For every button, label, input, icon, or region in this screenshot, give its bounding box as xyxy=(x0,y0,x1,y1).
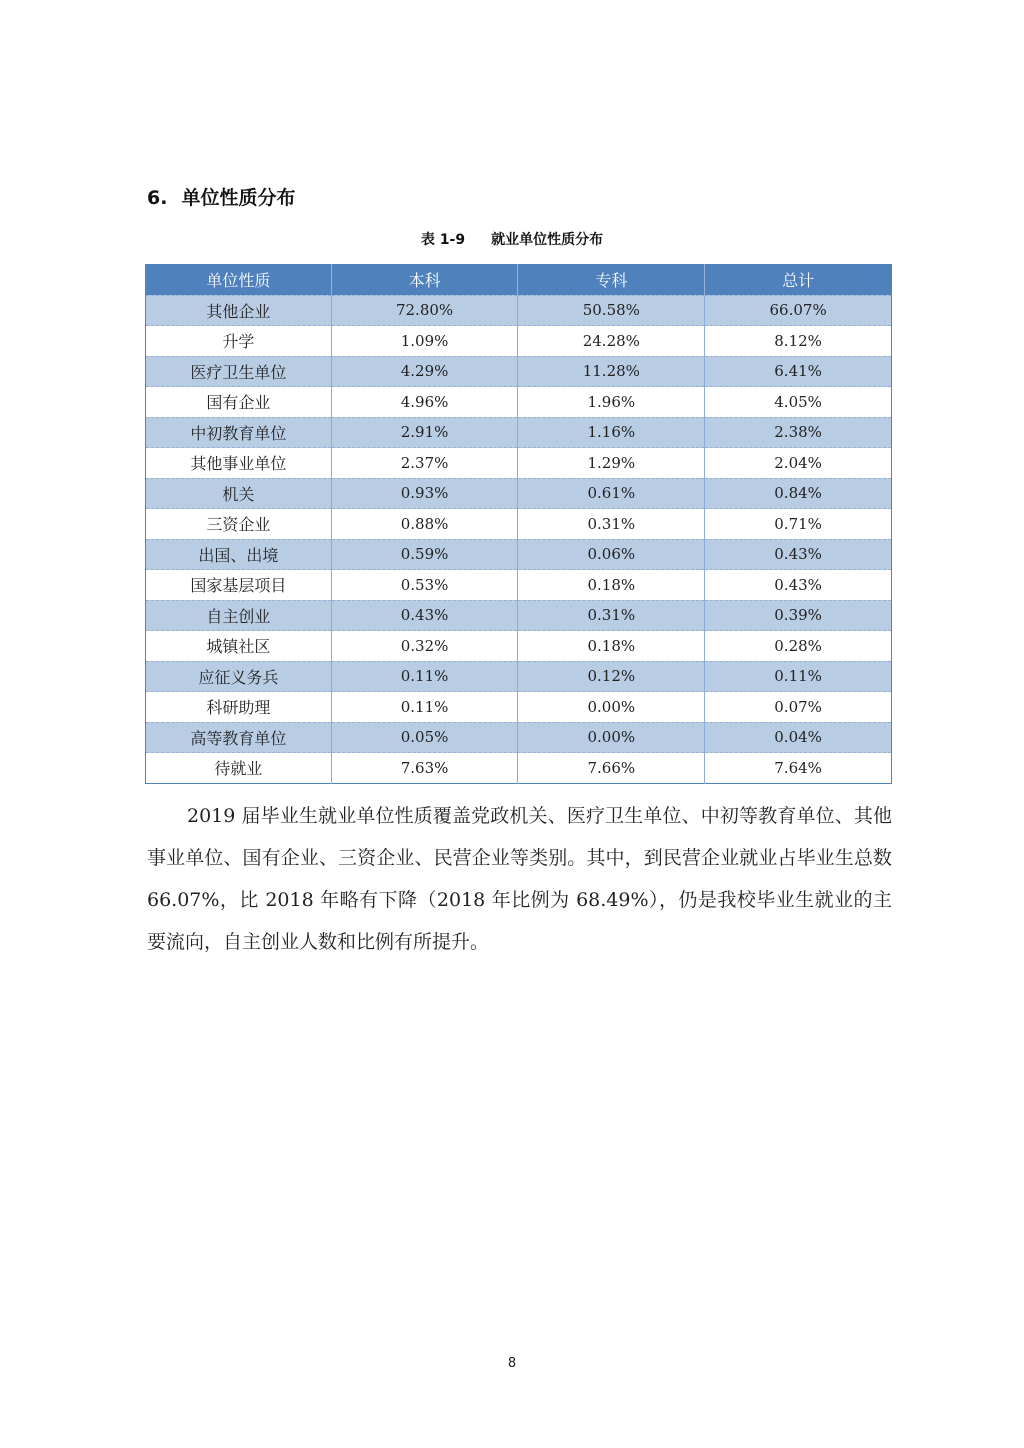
cell-total: 7.64% xyxy=(705,753,892,784)
cell-total: 2.04% xyxy=(705,448,892,479)
cell-total: 66.07% xyxy=(705,295,892,326)
cell-unit-type: 机关 xyxy=(146,478,332,509)
cell-total: 0.84% xyxy=(705,478,892,509)
table-row xyxy=(146,326,892,357)
table-row xyxy=(146,753,892,784)
cell-undergraduate: 7.63% xyxy=(331,753,518,784)
table-header-row xyxy=(146,265,892,296)
table-row xyxy=(146,356,892,387)
cell-unit-type: 升学 xyxy=(146,326,332,357)
header-total: 总计 xyxy=(705,265,892,296)
table-caption-title: 就业单位性质分布 xyxy=(491,232,604,248)
cell-unit-type: 应征义务兵 xyxy=(146,661,332,692)
cell-undergraduate: 0.93% xyxy=(331,478,518,509)
cell-undergraduate: 4.29% xyxy=(331,356,518,387)
cell-unit-type: 医疗卫生单位 xyxy=(146,356,332,387)
cell-total: 0.28% xyxy=(705,631,892,662)
cell-total: 6.41% xyxy=(705,356,892,387)
table-row xyxy=(146,295,892,326)
cell-total: 0.11% xyxy=(705,661,892,692)
cell-undergraduate: 0.53% xyxy=(331,570,518,601)
table-row xyxy=(146,509,892,540)
cell-undergraduate: 2.37% xyxy=(331,448,518,479)
cell-junior-college: 24.28% xyxy=(518,326,705,357)
cell-unit-type: 三资企业 xyxy=(146,509,332,540)
cell-undergraduate: 2.91% xyxy=(331,417,518,448)
cell-total: 4.05% xyxy=(705,387,892,418)
table-row xyxy=(146,478,892,509)
cell-junior-college: 1.96% xyxy=(518,387,705,418)
cell-total: 2.38% xyxy=(705,417,892,448)
cell-undergraduate: 0.11% xyxy=(331,661,518,692)
employment-unit-table xyxy=(145,264,892,784)
table-row xyxy=(146,387,892,418)
cell-total: 8.12% xyxy=(705,326,892,357)
cell-unit-type: 待就业 xyxy=(146,753,332,784)
cell-junior-college: 0.31% xyxy=(518,600,705,631)
cell-total: 0.43% xyxy=(705,539,892,570)
cell-unit-type: 中初教育单位 xyxy=(146,417,332,448)
cell-junior-college: 0.61% xyxy=(518,478,705,509)
cell-total: 0.43% xyxy=(705,570,892,601)
cell-unit-type: 城镇社区 xyxy=(146,631,332,662)
cell-unit-type: 高等教育单位 xyxy=(146,722,332,753)
cell-junior-college: 0.06% xyxy=(518,539,705,570)
cell-junior-college: 1.29% xyxy=(518,448,705,479)
table-row xyxy=(146,631,892,662)
header-undergraduate: 本科 xyxy=(331,265,518,296)
header-junior-college: 专科 xyxy=(518,265,705,296)
cell-total: 0.71% xyxy=(705,509,892,540)
cell-junior-college: 11.28% xyxy=(518,356,705,387)
cell-unit-type: 科研助理 xyxy=(146,692,332,723)
cell-junior-college: 0.00% xyxy=(518,722,705,753)
page-number: 8 xyxy=(507,1356,517,1371)
cell-total: 0.07% xyxy=(705,692,892,723)
cell-undergraduate: 0.11% xyxy=(331,692,518,723)
table-row xyxy=(146,661,892,692)
body-paragraph: 2019 届毕业生就业单位性质覆盖党政机关、医疗卫生单位、中初等教育单位、其他事业单位、国有企业、三资企业、民营企业等类别。其中，到民营企业就业占毕业生总数 66.07%，比 2018 年略有下降（2018 年比例为 68.49%），仍是我校毕业生就业的主要流向，自主创业人数和比例有所提升。 xyxy=(147,805,892,953)
cell-unit-type: 国家基层项目 xyxy=(146,570,332,601)
cell-unit-type: 其他企业 xyxy=(146,295,332,326)
section-heading xyxy=(147,183,295,210)
section-number: 6. xyxy=(147,187,168,209)
cell-junior-college: 0.31% xyxy=(518,509,705,540)
table-row xyxy=(146,539,892,570)
cell-undergraduate: 1.09% xyxy=(331,326,518,357)
cell-unit-type: 自主创业 xyxy=(146,600,332,631)
section-title-text: 单位性质分布 xyxy=(181,187,296,209)
cell-undergraduate: 0.59% xyxy=(331,539,518,570)
cell-unit-type: 其他事业单位 xyxy=(146,448,332,479)
table-caption xyxy=(0,229,1024,249)
header-unit-type: 单位性质 xyxy=(146,265,332,296)
cell-undergraduate: 0.32% xyxy=(331,631,518,662)
cell-unit-type: 出国、出境 xyxy=(146,539,332,570)
table-caption-number: 表 1-9 xyxy=(420,232,466,248)
cell-undergraduate: 0.05% xyxy=(331,722,518,753)
cell-unit-type: 国有企业 xyxy=(146,387,332,418)
table-row xyxy=(146,600,892,631)
cell-junior-college: 7.66% xyxy=(518,753,705,784)
table-row xyxy=(146,570,892,601)
cell-undergraduate: 72.80% xyxy=(331,295,518,326)
cell-undergraduate: 4.96% xyxy=(331,387,518,418)
cell-junior-college: 0.18% xyxy=(518,631,705,662)
cell-junior-college: 0.18% xyxy=(518,570,705,601)
table-body xyxy=(146,295,892,783)
cell-total: 0.04% xyxy=(705,722,892,753)
table-row xyxy=(146,692,892,723)
table-row xyxy=(146,722,892,753)
cell-undergraduate: 0.43% xyxy=(331,600,518,631)
table-row xyxy=(146,417,892,448)
cell-junior-college: 0.00% xyxy=(518,692,705,723)
cell-total: 0.39% xyxy=(705,600,892,631)
cell-junior-college: 50.58% xyxy=(518,295,705,326)
table-row xyxy=(146,448,892,479)
cell-junior-college: 1.16% xyxy=(518,417,705,448)
cell-junior-college: 0.12% xyxy=(518,661,705,692)
cell-undergraduate: 0.88% xyxy=(331,509,518,540)
